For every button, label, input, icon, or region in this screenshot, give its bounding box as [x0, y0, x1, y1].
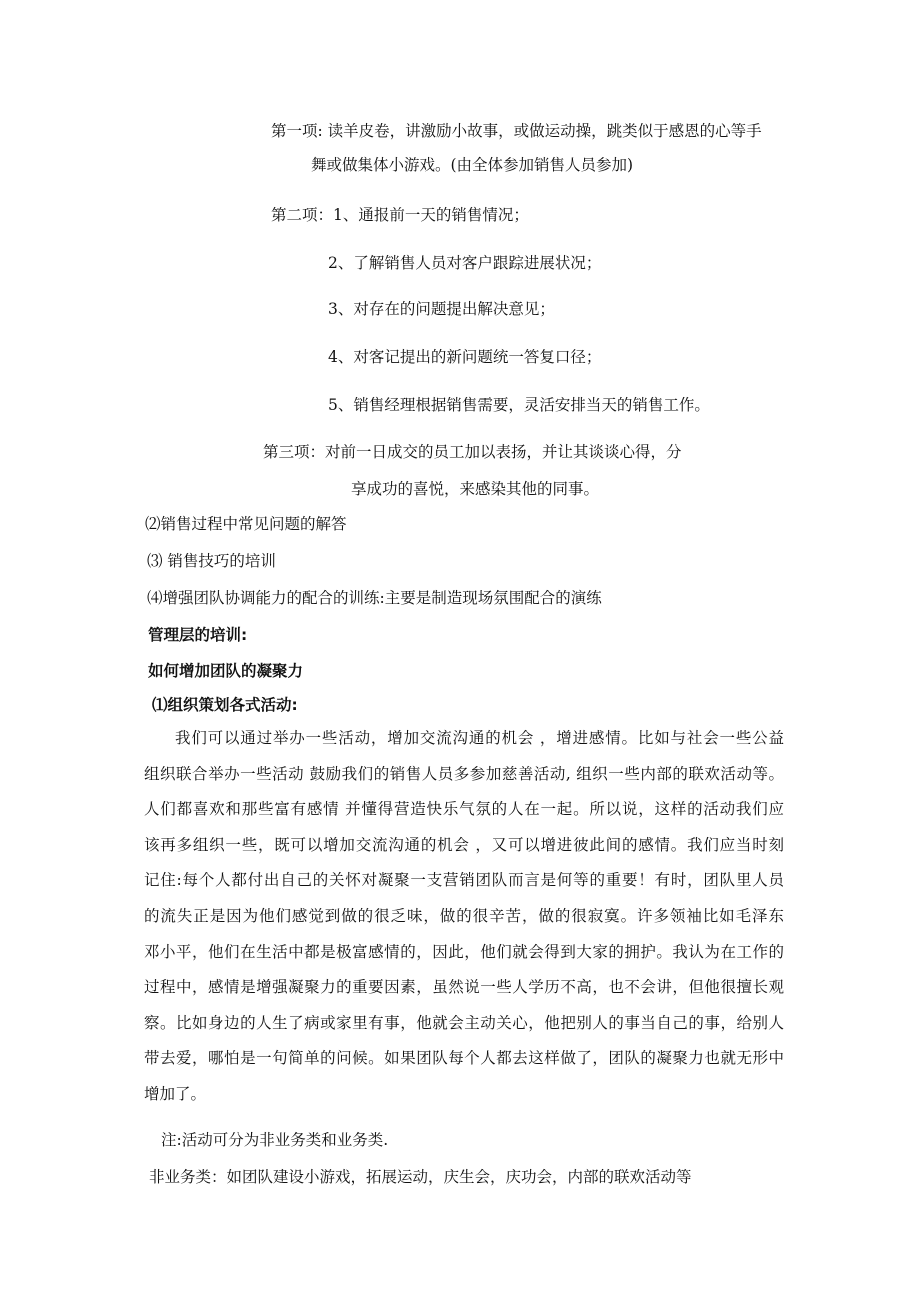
paragraph-line: 人们都喜欢和那些富有感情 并懂得营造快乐气氛的人在一起。所以说，这样的活动我们应 [144, 800, 784, 819]
meeting-item-2-sub-4: 4、对客记提出的新问题统一答复口径； [328, 348, 602, 366]
list-item-4: ⑷增强团队协调能力的配合的训练:主要是制造现场氛围配合的演练 [147, 589, 602, 607]
paragraph-line: 我们可以通过举办一些活动，增加交流沟通的机会 ，增进感情。比如与社会一些公益 [175, 729, 784, 747]
paragraph-line: 增加了。 [144, 1084, 207, 1103]
note-activity-categories: 注:活动可分为非业务类和业务类. [161, 1131, 389, 1149]
meeting-item-3-line-1: 第三项：对前一日成交的员工加以表扬，并让其谈谈心得，分 [263, 443, 682, 461]
paragraph-line: 记住:每个人都付出自己的关怀对凝聚一支营销团队而言是何等的重要！有时，团队里人员 [144, 871, 784, 890]
meeting-item-2-sub-5: 5、销售经理根据销售需要，灵活安排当天的销售工作。 [328, 396, 710, 414]
heading-organize-activities: ⑴组织策划各式活动: [152, 696, 298, 714]
meeting-item-2-line-1: 第二项：1、通报前一天的销售情况； [271, 206, 529, 224]
paragraph-line: 带去爱，哪怕是一句简单的问候。如果团队每个人都去这样做了，团队的凝聚力也就无形中 [144, 1049, 784, 1068]
heading-team-cohesion: 如何增加团队的凝聚力 [148, 662, 304, 680]
heading-management-training: 管理层的培训: [148, 626, 248, 644]
meeting-item-2-sub-2: 2、了解销售人员对客户跟踪进展状况； [328, 254, 602, 272]
note-non-business-activities: 非业务类：如团队建设小游戏，拓展运动，庆生会，庆功会，内部的联欢活动等 [149, 1168, 692, 1186]
meeting-item-1-line-1: 第一项: 读羊皮卷，讲激励小故事，或做运动操，跳类似于感恩的心等手 [271, 122, 762, 140]
paragraph-line: 该再多组织一些，既可以增加交流沟通的机会 ，又可以增进彼此间的感情。我们应当时刻 [144, 835, 784, 854]
list-item-3: ⑶ 销售技巧的培训 [147, 552, 276, 570]
paragraph-line: 的流失正是因为他们感觉到做的很乏味，做的很辛苦，做的很寂寞。许多领袖比如毛泽东 [144, 906, 784, 925]
paragraph-line: 组织联合举办一些活动 鼓励我们的销售人员多参加慈善活动, 组织一些内部的联欢活动等。 [144, 764, 784, 783]
meeting-item-2-sub-3: 3、对存在的问题提出解决意见； [328, 300, 555, 318]
paragraph-line: 邓小平，他们在生活中都是极富感情的，因此，他们就会得到大家的拥护。我认为在工作的 [144, 942, 784, 961]
meeting-item-1-line-2: 舞或做集体小游戏。(由全体参加销售人员参加) [311, 156, 634, 174]
meeting-item-3-line-2: 享成功的喜悦，来感染其他的同事。 [351, 480, 600, 498]
list-item-2: ⑵销售过程中常见问题的解答 [145, 515, 347, 533]
body-paragraph [144, 721, 784, 1113]
paragraph-line: 过程中，感情是增强凝聚力的重要因素，虽然说一些人学历不高，也不会讲，但他很擅长观 [144, 978, 784, 997]
paragraph-line: 察。比如身边的人生了病或家里有事，他就会主动关心，他把别人的事当自己的事，给别人 [144, 1013, 784, 1032]
